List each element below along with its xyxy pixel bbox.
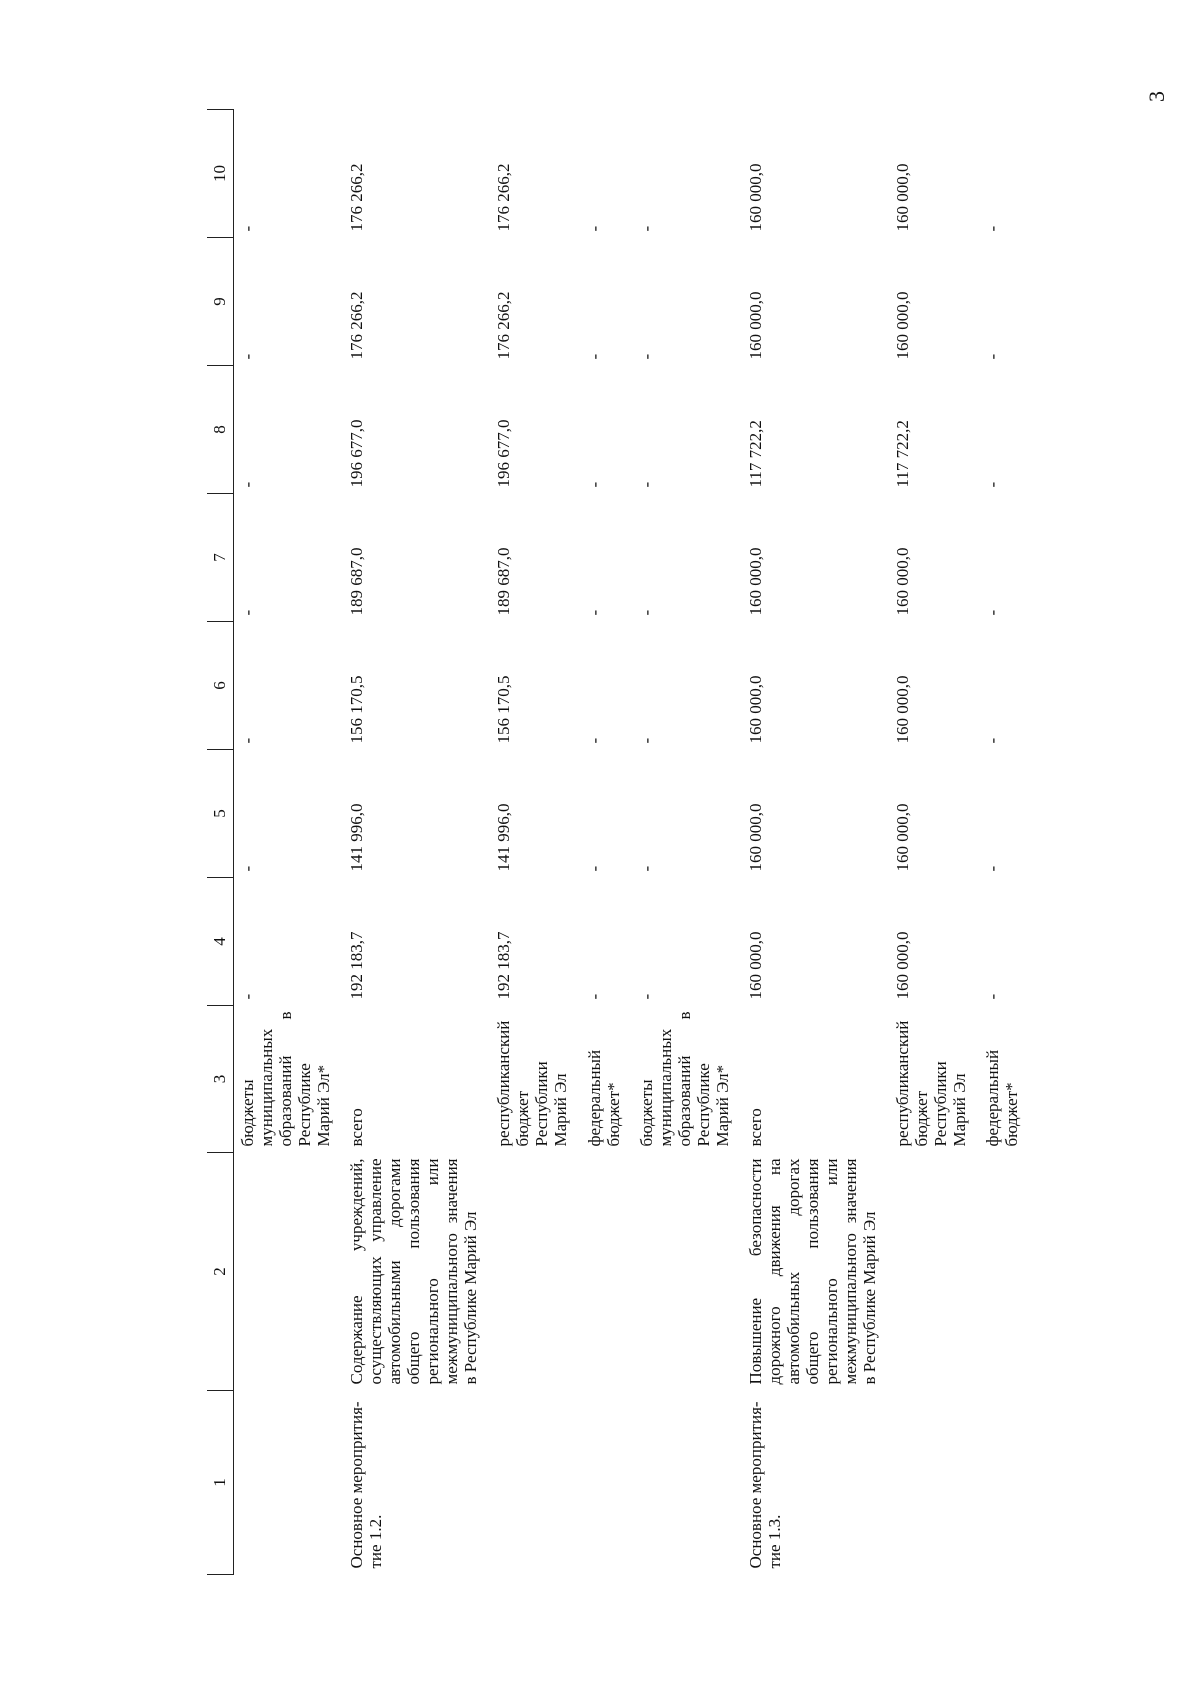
value-cell: 160 000,0	[892, 803, 912, 872]
source-cell: бюджеты муниципальных образований в Республике Марий Эл*	[238, 1011, 334, 1147]
page-number: 3	[1144, 91, 1169, 102]
column-header: 10	[207, 110, 234, 238]
measure-cell	[633, 1391, 742, 1575]
description-cell	[581, 1153, 633, 1391]
source-cell: республиканский бюджет Республики Марий Эл	[892, 1020, 970, 1147]
value-cell: -	[238, 865, 257, 872]
value-cell: -	[983, 225, 1003, 232]
value-cell: -	[636, 225, 656, 232]
value-cell: 117 722,2	[892, 420, 912, 488]
value-cell: -	[584, 609, 604, 616]
column-header: 6	[207, 622, 234, 750]
source-cell: всего	[347, 1108, 367, 1147]
source-cell: республиканский бюджет Республики Марий Эл	[494, 1020, 571, 1147]
table-row	[581, 110, 633, 1575]
value-cell: -	[584, 865, 604, 872]
measure-cell	[234, 1391, 344, 1575]
description-cell	[889, 1153, 979, 1391]
value-cell: 176 266,2	[347, 163, 367, 232]
description-cell	[234, 1153, 344, 1391]
value-cell: 196 677,0	[494, 419, 514, 488]
value-cell: -	[636, 609, 656, 616]
column-header: 1	[207, 1391, 234, 1575]
value-cell: -	[983, 737, 1003, 744]
measure-cell	[979, 1391, 1031, 1575]
value-cell: 160 000,0	[745, 931, 765, 1000]
source-cell: бюджеты муниципальных образований в Республике Марий Эл*	[636, 1011, 732, 1147]
value-cell: 160 000,0	[892, 163, 912, 232]
table-row	[234, 110, 344, 1575]
value-cell: -	[584, 481, 604, 488]
source-cell: всего	[745, 1108, 765, 1147]
value-cell: 160 000,0	[745, 675, 765, 744]
value-cell: 160 000,0	[892, 291, 912, 360]
measure-cell	[490, 1391, 580, 1575]
value-cell: -	[238, 609, 257, 616]
column-header: 7	[207, 494, 234, 622]
value-cell: 141 996,0	[347, 803, 367, 872]
value-cell: -	[238, 353, 257, 360]
value-cell: 176 266,2	[494, 163, 514, 232]
value-cell: 189 687,0	[347, 547, 367, 616]
table-row	[742, 110, 889, 1575]
table-body	[234, 110, 1032, 1575]
value-cell: -	[983, 865, 1003, 872]
value-cell: 160 000,0	[745, 163, 765, 232]
table-row	[343, 110, 490, 1575]
value-cell: 141 996,0	[494, 803, 514, 872]
column-header: 3	[207, 1006, 234, 1153]
value-cell: 160 000,0	[892, 675, 912, 744]
value-cell: -	[238, 993, 257, 1000]
value-cell: -	[636, 865, 656, 872]
description-cell	[979, 1153, 1031, 1391]
value-cell: 160 000,0	[745, 291, 765, 360]
value-cell: 196 677,0	[347, 419, 367, 488]
value-cell: -	[636, 481, 656, 488]
value-cell: -	[636, 737, 656, 744]
value-cell: 160 000,0	[745, 547, 765, 616]
value-cell: 156 170,5	[494, 675, 514, 744]
table-row	[979, 110, 1031, 1575]
value-cell: 192 183,7	[494, 931, 514, 1000]
column-header: 8	[207, 366, 234, 494]
value-cell: -	[636, 353, 656, 360]
value-cell: 192 183,7	[347, 931, 367, 1000]
description-cell	[490, 1153, 580, 1391]
table-row	[633, 110, 742, 1575]
measure-cell	[889, 1391, 979, 1575]
value-cell: -	[584, 737, 604, 744]
value-cell: -	[983, 481, 1003, 488]
header-row	[207, 110, 234, 1575]
measure-cell	[581, 1391, 633, 1575]
value-cell: -	[238, 481, 257, 488]
value-cell: -	[238, 737, 257, 744]
value-cell: 176 266,2	[494, 291, 514, 360]
measure-cell: Основное меропрития-тие 1.3.	[745, 1401, 784, 1569]
value-cell: -	[584, 993, 604, 1000]
table-row	[889, 110, 979, 1575]
value-cell: 160 000,0	[745, 803, 765, 872]
value-cell: -	[584, 225, 604, 232]
table-row	[490, 110, 580, 1575]
value-cell: -	[983, 353, 1003, 360]
source-cell: федеральный бюджет*	[584, 1049, 623, 1147]
description-cell: Содержание учреждений, осуществляющих управление автомобильными дорогами общего пользования регионального или межмуниципального значения в Республике Марий Эл	[347, 1158, 481, 1385]
description-cell: Повышение безопасности дорожного движения на автомобильных дорогах общего пользования регионального или межмуниципального значения в Республике Марий Эл	[745, 1158, 879, 1385]
column-header: 4	[207, 878, 234, 1006]
value-cell: -	[584, 353, 604, 360]
value-cell: -	[983, 609, 1003, 616]
value-cell: 117 722,2	[745, 420, 765, 488]
value-cell: 160 000,0	[892, 547, 912, 616]
rotated-table-container	[207, 110, 1107, 1575]
value-cell: -	[636, 993, 656, 1000]
budget-table	[207, 109, 1031, 1575]
column-header: 5	[207, 750, 234, 878]
value-cell: 156 170,5	[347, 675, 367, 744]
column-header: 2	[207, 1153, 234, 1391]
source-cell: федеральный бюджет*	[983, 1049, 1022, 1147]
value-cell: 176 266,2	[347, 291, 367, 360]
description-cell	[633, 1153, 742, 1391]
value-cell: -	[238, 225, 257, 232]
measure-cell: Основное меропрития-тие 1.2.	[347, 1401, 386, 1569]
value-cell: 160 000,0	[892, 931, 912, 1000]
value-cell: 189 687,0	[494, 547, 514, 616]
value-cell: -	[983, 993, 1003, 1000]
column-header: 9	[207, 238, 234, 366]
